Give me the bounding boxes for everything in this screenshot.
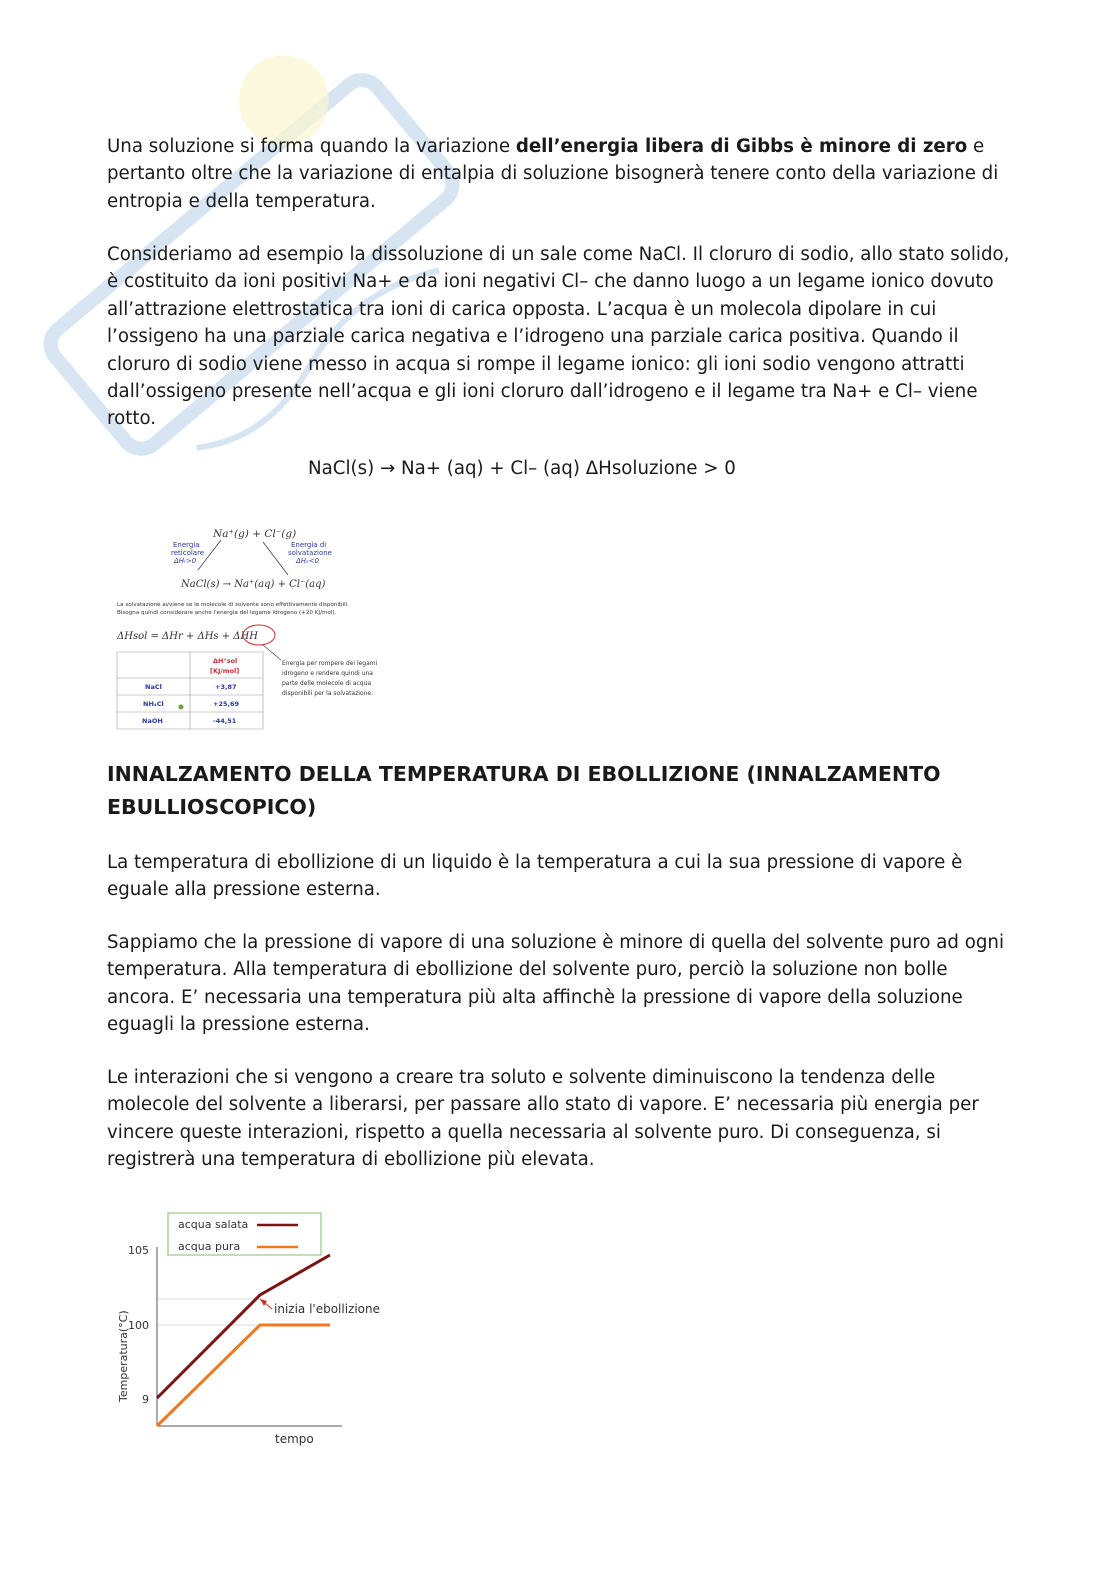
- paragraph-text: Una soluzione si forma quando la variazione: [107, 136, 516, 157]
- legend-label-pura: acqua pura: [178, 1240, 241, 1253]
- side-note: parte delle molecole di acqua: [282, 680, 372, 687]
- solvation-energy-label: Energia di: [291, 541, 327, 549]
- paragraph-text: e pertanto oltre che la variazione di entalpia di soluzione bisognerà tenere conto della variazione di entropia e della temperatura.: [107, 136, 999, 212]
- y-tick: 100: [128, 1319, 149, 1332]
- paragraph-gibbs: [107, 133, 1012, 215]
- paragraph-boiling-def: La temperatura di ebollizione di un liquido è la temperatura a cui la sua pressione di vapore è eguale alla pressione esterna.: [107, 852, 963, 901]
- boiling-chart: [110, 1205, 410, 1455]
- paragraph-interactions: Le interazioni che si vengono a creare tra soluto e solvente diminuiscono la tendenza delle molecole del solvente a liberarsi, per passare allo stato di vapore. E’ necessaria più energia per vincere queste interazioni, rispetto a quella necessaria al solvente puro. Di conseguenza, si registrerà una temperatura di ebollizione più elevata.: [107, 1067, 979, 1171]
- paragraph-vapor-pressure: Sappiamo che la pressione di vapore di una soluzione è minore di quella del solvente puro ad ogni temperatura. Alla temperatura di ebollizione del solvente puro, perciò la soluzione non bolle ancora. E’ necessaria una temperatura più alta affinchè la pressione di vapore della soluzione eguagli la pressione esterna.: [107, 932, 1005, 1036]
- paragraph-nacl: Consideriamo ad esempio la dissoluzione di un sale come NaCl. Il cloruro di sodio, allo stato solido, è costituito da ioni positivi Na+ e da ioni negativi Cl– che danno luogo a un legame ionico dovuto all’attrazione elettrostatica tra ioni di carica opposta. L’acqua è un molecola dipolare in cui l’ossigeno ha una parziale carica negativa e l’idrogeno una parziale carica positiva. Quando il cloruro di sodio viene messo in acqua si rompe il legame ionico: gli ioni sodio vengono attratti dall’ossigeno presente nell’acqua e gli ioni cloruro dall’idrogeno e il legame tra Na+ e Cl– viene rotto.: [107, 244, 1010, 430]
- solvation-energy-label: solvatazione: [288, 549, 332, 557]
- arrow-down: [263, 542, 288, 575]
- bold-text: dell’energia libera di Gibbs è minore di zero: [515, 136, 968, 157]
- legend-label-salata: acqua salata: [178, 1218, 249, 1231]
- annotation-label: inizia l'ebollizione: [274, 1302, 381, 1316]
- lattice-energy-label: Energia: [173, 541, 200, 549]
- solvation-energy-label: ΔHₛ<0: [296, 557, 319, 565]
- side-note: idrogeno e rendere quindi una: [282, 670, 373, 677]
- side-note: disponibili per la solvatazione.: [282, 690, 374, 697]
- lattice-energy-label: ΔHᵣ>0: [174, 557, 197, 565]
- solvation-diagram: [113, 520, 403, 735]
- gas-ions-label: Na⁺(g) + Cl⁻(g): [213, 528, 297, 540]
- side-note: Energia per rompere dei legami: [282, 660, 378, 667]
- solvation-note: Bisogna quindi considerare anche l'energia del legame idrogeno (+20 KJ/mol).: [117, 610, 337, 616]
- table-header: [KJ/mol]: [210, 667, 240, 675]
- table-cell: -44,51: [213, 717, 237, 725]
- table-cell: +3,87: [215, 683, 237, 691]
- green-dot: [179, 705, 184, 710]
- table-cell: NH₄Cl: [143, 700, 164, 708]
- series-line-pura: [157, 1325, 330, 1426]
- lattice-energy-label: reticolare: [171, 549, 205, 557]
- solvation-note: La solvatazione avviene se le molecole di solvente sono effettivamente disponibili.: [117, 602, 350, 608]
- table-cell: +25,69: [213, 700, 240, 708]
- y-axis-label: Temperatura(°C): [117, 1310, 130, 1402]
- dissolution-equation: NaCl(s) → Na+ (aq) + Cl– (aq) ΔHsoluzione > 0: [308, 458, 736, 479]
- enthalpy-formula: ΔHsol = ΔHr + ΔHs + ΔHH: [117, 631, 258, 642]
- enthalpy-table: [117, 652, 263, 729]
- table-header: ΔH°sol: [213, 657, 238, 665]
- callout-line: [263, 645, 281, 660]
- section-heading: INNALZAMENTO DELLA TEMPERATURA DI EBOLLIZIONE (INNALZAMENTO EBULLIOSCOPICO): [107, 762, 941, 819]
- table-cell: NaOH: [142, 717, 163, 725]
- reaction-label: NaCl(s) → Na⁺(aq) + Cl⁻(aq): [181, 579, 326, 590]
- annotation-arrowhead: [260, 1299, 267, 1306]
- x-axis-label: tempo: [275, 1432, 314, 1446]
- y-tick: 105: [128, 1244, 149, 1257]
- y-tick: 9: [142, 1393, 149, 1406]
- table-cell: NaCl: [145, 683, 162, 691]
